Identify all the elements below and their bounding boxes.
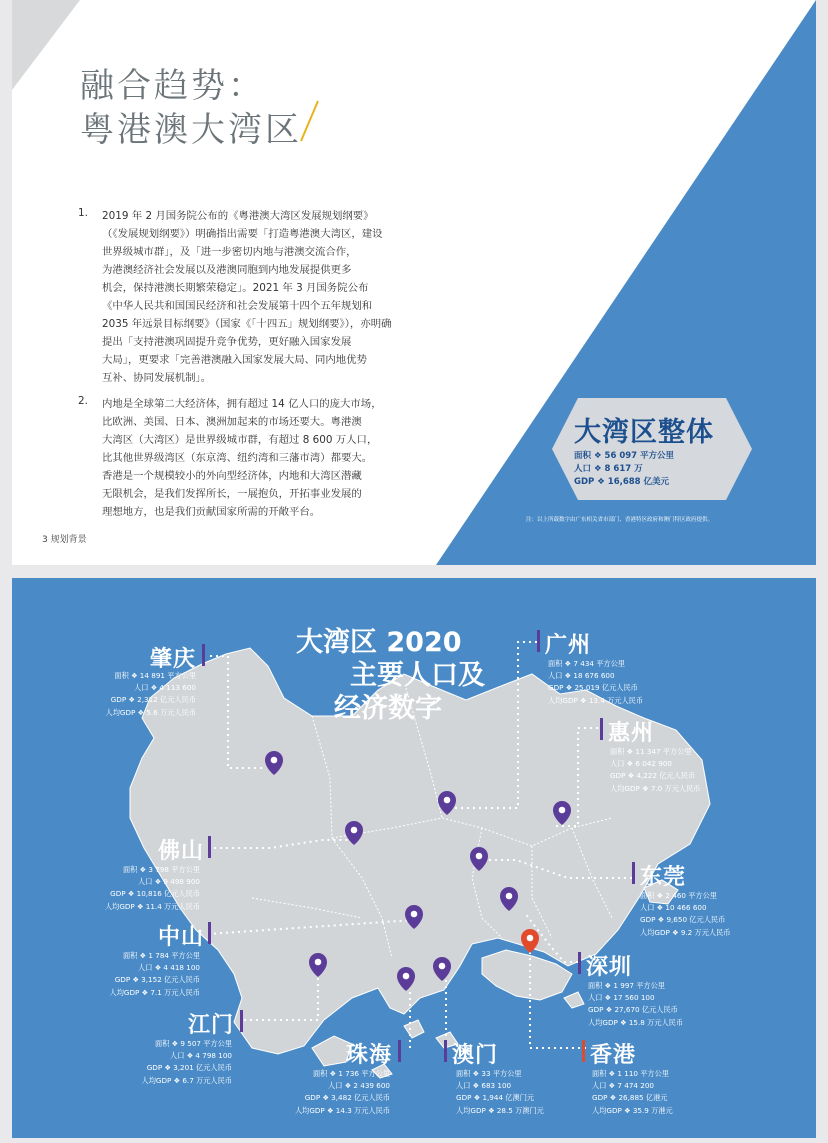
accent-bar-shenzhen (578, 952, 581, 974)
yellow-slash-accent (301, 101, 318, 141)
stat-gdp-per-capita: 人均GDP ❖ 6.7 万元人民币 (141, 1075, 232, 1085)
gba-title: 大湾区整体 (574, 417, 714, 448)
accent-bar-dongguan (632, 862, 635, 884)
stat-area: 面积 ❖ 2 460 平方公里 (640, 891, 717, 900)
text-line: 比其他世界级湾区（东京湾、纽约湾和三藩市湾）都要大。 (102, 452, 373, 464)
text-line: 2035 年远景目标纲要》（国家《「十四五」规划纲要》），亦明确 (102, 318, 392, 330)
stat-gdp: GDP ❖ 4,222 亿元人民币 (610, 771, 696, 781)
stat-gdp-per-capita: 人均GDP ❖ 7.0 万元人民币 (610, 783, 701, 793)
text-line: 提出「支持港澳巩固提升竞争优势，更好融入国家发展 (102, 336, 352, 348)
accent-bar-foshan (208, 836, 211, 858)
stat-area: 面积 ❖ 11 347 平方公里 (610, 747, 692, 756)
city-name-hongkong: 香港 (590, 1043, 637, 1068)
stat-gdp: GDP ❖ 27,670 亿元人民币 (588, 1005, 678, 1015)
page-3-planning-background (12, 0, 816, 565)
stats-huizhou (610, 746, 700, 795)
stats-zhaoqing (74, 670, 196, 719)
stat-area: 面积 ❖ 7 434 平方公里 (548, 659, 625, 668)
text-line: 无限机会，是我们发挥所长，一展抱负，开拓事业发展的 (102, 488, 362, 500)
stat-population: 人口 ❖ 7 474 200 (592, 1081, 654, 1091)
accent-bar-macao (444, 1040, 447, 1062)
stat-gdp: GDP ❖ 1,944 亿澳门元 (456, 1093, 535, 1103)
stat-gdp-per-capita: 人均GDP ❖ 7.1 万元人民币 (109, 987, 200, 997)
stat-gdp: GDP ❖ 3,482 亿元人民币 (304, 1093, 390, 1103)
text-line: 2019 年 2 月国务院公布的《粤港澳大湾区发展规划纲要》 (102, 210, 374, 222)
city-name-guangzhou: 广州 (545, 633, 592, 658)
text-line: 大局」，更要求「完善港澳融入国家发展大局、同内地优势 (102, 354, 367, 366)
stats-jiangmen (108, 1038, 232, 1087)
paragraph-2 (102, 395, 412, 521)
page-title-line1: 融合趋势： (80, 66, 265, 106)
stat-population: 人口 ❖ 4 798 100 (170, 1051, 232, 1061)
accent-bar-zhongshan (208, 922, 211, 944)
accent-bar-zhaoqing (202, 644, 205, 666)
stat-gdp: GDP ❖ 9,650 亿元人民币 (640, 915, 726, 925)
stats-foshan (76, 864, 200, 913)
stat-gdp-per-capita: 人均GDP ❖ 35.9 万港元 (592, 1105, 673, 1115)
stat-area: 面积 ❖ 14 891 平方公里 (114, 671, 196, 680)
stat-gdp: GDP ❖ 3,201 亿元人民币 (146, 1063, 232, 1073)
city-name-dongguan: 东莞 (640, 865, 687, 890)
stat-population: 人口 ❖ 2 439 600 (328, 1081, 390, 1091)
stat-population: 人口 ❖ 9 498 900 (138, 877, 200, 887)
stat-area: 面积 ❖ 33 平方公里 (456, 1069, 522, 1078)
stat-population: 人口 ❖ 18 676 600 (548, 671, 615, 681)
stat-population: 人口 ❖ 6 042 900 (610, 759, 672, 769)
city-name-zhuhai: 珠海 (346, 1043, 393, 1068)
map-title (296, 626, 485, 725)
city-name-zhongshan: 中山 (158, 925, 205, 950)
gba-2020-map-page (12, 578, 816, 1138)
stat-gdp-per-capita: 人均GDP ❖ 15.8 万元人民币 (588, 1017, 684, 1027)
stat-gdp-per-capita: 人均GDP ❖ 14.3 万元人民币 (294, 1105, 390, 1115)
stat-population: 人口 ❖ 4 418 100 (138, 963, 200, 973)
stat-gdp-per-capita: 人均GDP ❖ 11.4 万元人民币 (104, 901, 200, 911)
stats-zhongshan (76, 950, 200, 999)
stat-gdp-per-capita: 人均GDP ❖ 28.5 万澳门元 (456, 1105, 544, 1115)
accent-bar-jiangmen (240, 1010, 243, 1032)
stats-dongguan (640, 890, 730, 939)
text-line: 比欧洲、美国、日本、澳洲加起来的市场还要大。粤港澳 (102, 416, 362, 428)
text-line: 为港澳经济社会发展以及港澳同胞到内地发展提供更多 (102, 264, 352, 276)
stat-gdp: GDP ❖ 3,152 亿元人民币 (114, 975, 200, 985)
stat-gdp-per-capita: 人均GDP ❖ 13.4 万元人民币 (548, 695, 644, 705)
gba-area: 面积 ❖ 56 097 平方公里 (574, 451, 675, 461)
text-line: 机会，保持港澳长期繁荣稳定」。2021 年 3 月国务院公布 (102, 282, 369, 294)
stat-gdp: GDP ❖ 26,885 亿港元 (592, 1093, 668, 1103)
stat-area: 面积 ❖ 3 798 平方公里 (123, 865, 200, 874)
city-name-shenzhen: 深圳 (586, 955, 633, 980)
text-line: 内地是全球第二大经济体，拥有超过 14 亿人口的庞大市场， (102, 398, 382, 410)
paragraph-1 (102, 207, 412, 387)
stat-area: 面积 ❖ 1 736 平方公里 (313, 1069, 390, 1078)
stats-zhuhai (266, 1068, 390, 1117)
map-title-line2: 主要人口及 (350, 660, 485, 691)
text-line: 《中华人民共和国国民经济和社会发展第十四个五年规划和 (102, 300, 373, 312)
stat-gdp-per-capita: 人均GDP ❖ 9.2 万元人民币 (640, 927, 731, 937)
city-name-foshan: 佛山 (158, 839, 205, 864)
text-line: 香港是一个规模较小的外向型经济体，内地和大湾区潜藏 (102, 470, 362, 482)
stat-area: 面积 ❖ 1 997 平方公里 (588, 981, 665, 990)
accent-bar-guangzhou (537, 630, 540, 652)
stat-gdp: GDP ❖ 2,312 亿元人民币 (110, 695, 196, 705)
stats-hongkong (592, 1068, 673, 1117)
stat-population: 人口 ❖ 4 113 600 (134, 683, 196, 693)
stat-gdp: GDP ❖ 25,019 亿元人民币 (548, 683, 638, 693)
text-line: （《发展规划纲要》）明确指出需要「打造粤港澳大湾区，建设 (102, 228, 383, 240)
accent-bar-zhuhai (398, 1040, 401, 1062)
gba-population: 人口 ❖ 8 617 万 (574, 464, 643, 474)
paragraph-2-number: 2. (78, 395, 88, 407)
map-title-line3: 经济数字 (334, 693, 442, 724)
stat-gdp-per-capita: 人均GDP ❖ 5.6 万元人民币 (105, 707, 196, 717)
city-name-huizhou: 惠州 (608, 721, 655, 746)
city-name-zhaoqing: 肇庆 (150, 647, 197, 672)
text-line: 互补、协同发展机制」。 (102, 372, 212, 384)
map-title-line1: 大湾区 2020 (296, 627, 462, 658)
gba-gdp: GDP ❖ 16,688 亿美元 (574, 477, 670, 487)
stat-population: 人口 ❖ 683 100 (456, 1081, 512, 1091)
stat-area: 面积 ❖ 1 784 平方公里 (123, 951, 200, 960)
data-source-note: 注：以上所载数字由广东相关省市部门、香港特区政府和澳门特区政府提供。 (526, 517, 714, 523)
stat-area: 面积 ❖ 9 507 平方公里 (155, 1039, 232, 1048)
accent-bar-hongkong (582, 1040, 585, 1062)
gba-stats (574, 450, 674, 489)
stats-shenzhen (588, 980, 683, 1029)
stat-population: 人口 ❖ 10 466 600 (640, 903, 707, 913)
text-line: 理想地方，也是我们贡献国家所需的开敞平台。 (102, 506, 321, 518)
stat-population: 人口 ❖ 17 560 100 (588, 993, 655, 1003)
page-footer: 3 规划背景 (42, 535, 87, 545)
city-name-jiangmen: 江门 (188, 1013, 235, 1038)
paragraph-1-number: 1. (78, 207, 88, 219)
corner-gray-triangle (12, 0, 80, 90)
text-line: 大湾区（大湾区）是世界级城市群，有超过 8 600 万人口， (102, 434, 378, 446)
accent-bar-huizhou (600, 718, 603, 740)
stats-macao (456, 1068, 544, 1117)
stats-guangzhou (548, 658, 643, 707)
stat-gdp: GDP ❖ 10,816 亿元人民币 (110, 889, 200, 899)
city-name-macao: 澳门 (452, 1043, 499, 1068)
text-line: 世界级城市群」，及「进一步密切内地与港澳交流合作， (102, 246, 357, 258)
stat-area: 面积 ❖ 1 110 平方公里 (592, 1069, 669, 1078)
page-title-line2: 粤港澳大湾区 (80, 110, 302, 150)
